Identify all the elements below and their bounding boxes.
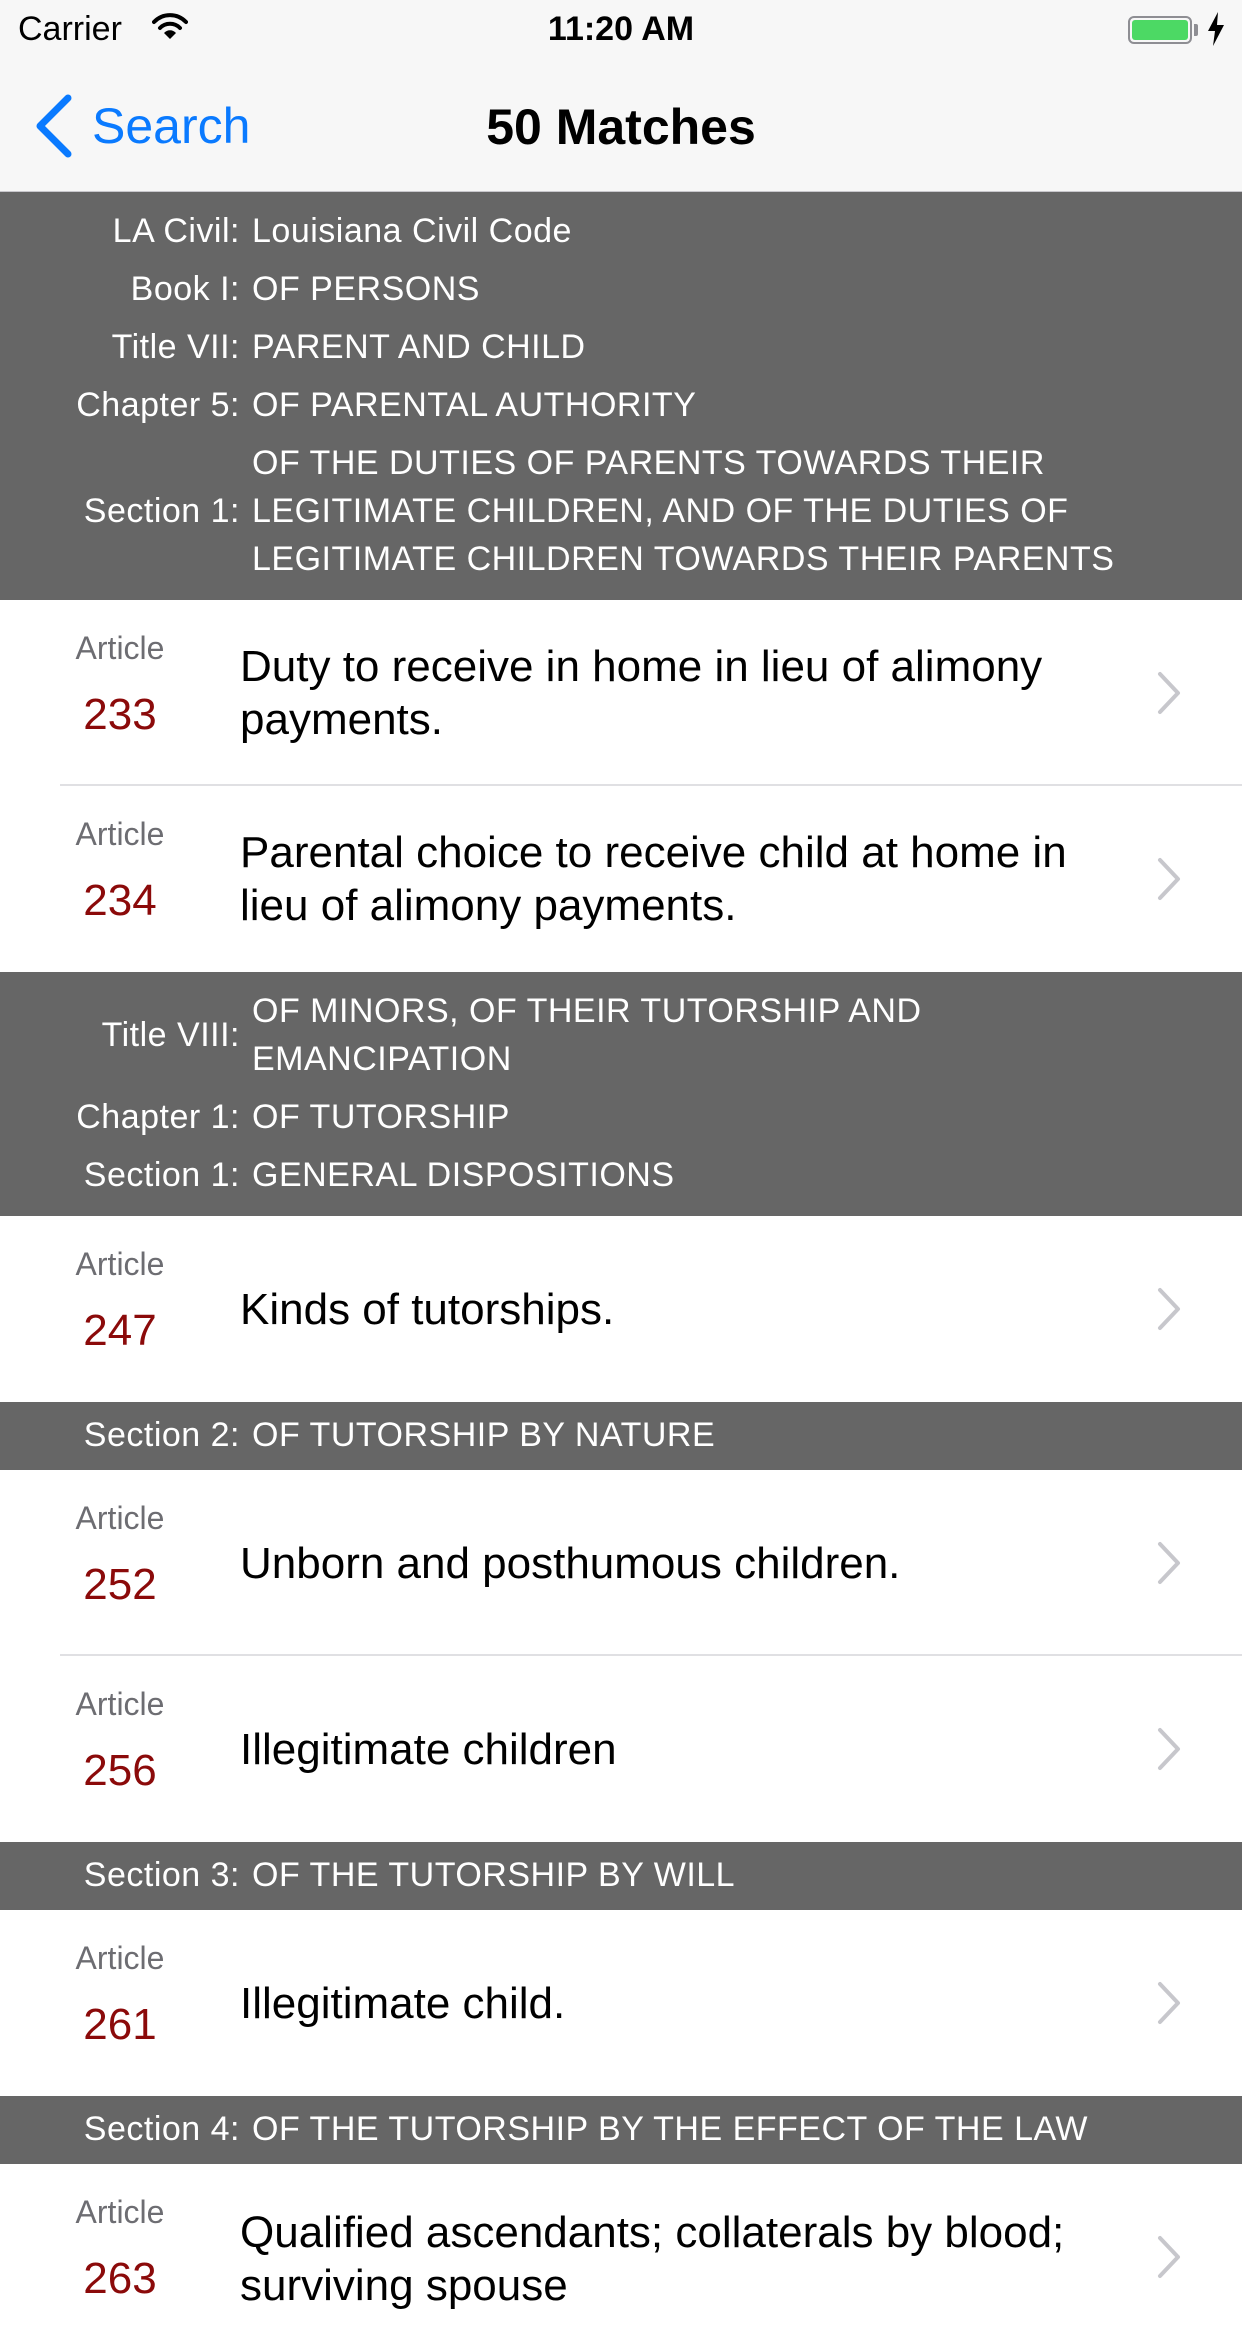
charging-bolt-icon xyxy=(1206,12,1226,46)
article-row[interactable] xyxy=(0,1216,1242,1402)
article-label: Article xyxy=(75,1246,165,1282)
header-row xyxy=(0,260,1242,318)
header-row xyxy=(0,2100,1242,2158)
article-label: Article xyxy=(75,816,165,852)
header-row xyxy=(0,202,1242,260)
header-label: Section 4: xyxy=(83,2109,240,2148)
header-label: Chapter 1: xyxy=(76,1097,240,1136)
header-value: OF TUTORSHIP xyxy=(252,1098,510,1136)
chevron-right-icon xyxy=(1156,2234,1182,2280)
header-row xyxy=(0,434,1242,588)
header-value: OF PARENTAL AUTHORITY xyxy=(252,386,697,424)
header-label: Book I: xyxy=(130,269,240,308)
header-label: Chapter 5: xyxy=(76,385,240,424)
article-row[interactable] xyxy=(0,1656,1242,1842)
article-title: Parental choice to receive child at home in lieu of alimony payments. xyxy=(240,828,1067,930)
chevron-right-icon xyxy=(1156,1980,1182,2026)
article-row[interactable] xyxy=(0,1470,1242,1656)
article-row[interactable] xyxy=(0,1910,1242,2096)
header-row xyxy=(0,1146,1242,1204)
header-value: OF TUTORSHIP BY NATURE xyxy=(252,1416,716,1454)
header-row xyxy=(0,1406,1242,1464)
section-header xyxy=(0,2096,1242,2164)
section-header xyxy=(0,192,1242,600)
status-bar xyxy=(0,0,1242,60)
article-number: 233 xyxy=(83,690,157,739)
header-value: OF PERSONS xyxy=(252,270,480,308)
section-header xyxy=(0,972,1242,1216)
header-value: OF THE TUTORSHIP BY THE EFFECT OF THE LAW xyxy=(252,2110,1089,2148)
carrier-label: Carrier xyxy=(18,10,122,48)
article-title: Illegitimate children xyxy=(240,1724,617,1774)
chevron-right-icon xyxy=(1156,1540,1182,1586)
article-number: 234 xyxy=(83,876,157,925)
header-label: Section 2: xyxy=(83,1415,240,1454)
article-title: Unborn and posthumous children. xyxy=(240,1538,901,1588)
header-value: PARENT AND CHILD xyxy=(252,328,586,366)
header-value: OF THE TUTORSHIP BY WILL xyxy=(252,1856,736,1894)
chevron-right-icon xyxy=(1156,1726,1182,1772)
article-number: 247 xyxy=(83,1306,157,1355)
header-row xyxy=(0,1088,1242,1146)
clock: 11:20 AM xyxy=(547,10,695,48)
article-row[interactable] xyxy=(0,2164,1242,2350)
article-label: Article xyxy=(75,2194,165,2230)
navigation-bar xyxy=(0,60,1242,192)
header-label: Section 3: xyxy=(83,1855,240,1894)
article-number: 261 xyxy=(83,2000,157,2049)
back-button-label: Search xyxy=(92,98,251,154)
chevron-right-icon xyxy=(1156,856,1182,902)
article-label: Article xyxy=(75,1500,165,1536)
header-value: OF MINORS, OF THEIR TUTORSHIP AND EMANCIPATION xyxy=(252,992,922,1078)
page-title: 50 Matches xyxy=(486,99,756,155)
article-title: Qualified ascendants; collaterals by blood; surviving spouse xyxy=(240,2208,1065,2310)
section-header xyxy=(0,1842,1242,1910)
battery-icon xyxy=(1128,16,1192,44)
header-row xyxy=(0,318,1242,376)
header-row xyxy=(0,376,1242,434)
header-label: Section 1: xyxy=(83,1155,240,1194)
chevron-right-icon xyxy=(1156,1286,1182,1332)
header-label: Title VIII: xyxy=(101,1015,240,1054)
article-number: 252 xyxy=(83,1560,157,1609)
results-list[interactable] xyxy=(0,192,1242,2350)
article-title: Duty to receive in home in lieu of alimony payments. xyxy=(240,642,1043,744)
chevron-right-icon xyxy=(1156,670,1182,716)
section-header xyxy=(0,1402,1242,1470)
battery-cap xyxy=(1194,24,1198,36)
article-label: Article xyxy=(75,1686,165,1722)
article-row[interactable] xyxy=(0,600,1242,786)
header-label: Title VII: xyxy=(111,327,240,366)
header-value: GENERAL DISPOSITIONS xyxy=(252,1156,675,1194)
article-row[interactable] xyxy=(0,786,1242,972)
header-row xyxy=(0,1846,1242,1904)
header-label: LA Civil: xyxy=(112,211,240,250)
header-value: Louisiana Civil Code xyxy=(252,212,572,250)
article-title: Kinds of tutorships. xyxy=(240,1284,615,1334)
article-number: 263 xyxy=(83,2254,157,2303)
article-title: Illegitimate child. xyxy=(240,1978,566,2028)
article-label: Article xyxy=(75,630,165,666)
header-label: Section 1: xyxy=(83,491,240,530)
article-label: Article xyxy=(75,1940,165,1976)
article-number: 256 xyxy=(83,1746,157,1795)
header-value: OF THE DUTIES OF PARENTS TOWARDS THEIR LEGITIMATE CHILDREN, AND OF THE DUTIES OF LEGITIMATE CHILDREN TOWARDS THEIR PARENTS xyxy=(252,444,1115,578)
header-row xyxy=(0,982,1242,1088)
